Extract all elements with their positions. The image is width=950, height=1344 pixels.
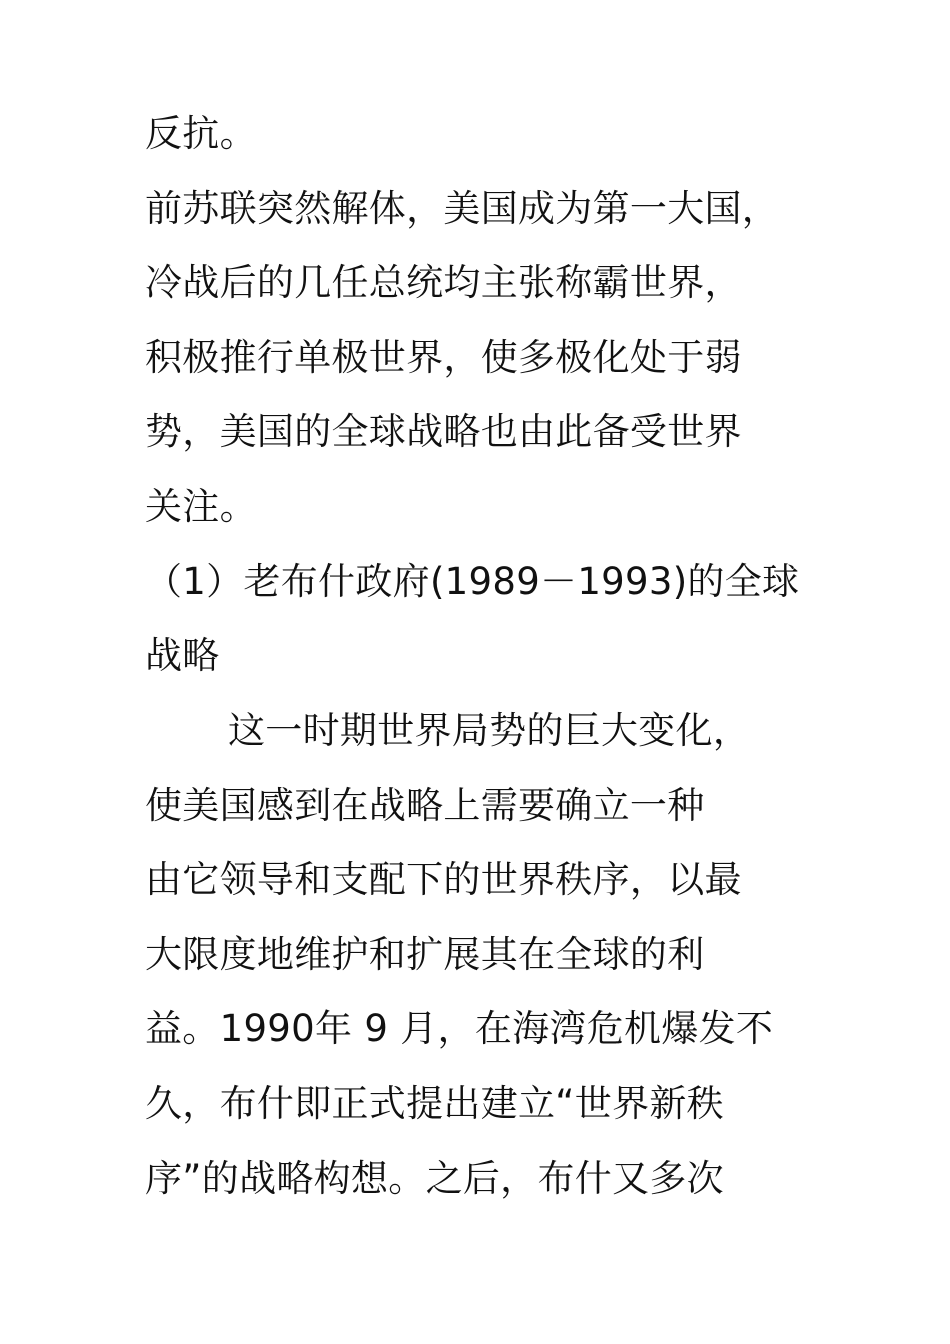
section-heading-continuation: 战略 (145, 634, 220, 677)
text-line: 反抗。 (145, 112, 257, 155)
text-line: 序”的战略构想。之后，布什又多次 (145, 1157, 724, 1200)
text-line: 关注。 (145, 485, 257, 528)
text-line: 积极推行单极世界，使多极化处于弱 (145, 336, 742, 379)
text-line: 前苏联突然解体，美国成为第一大国， (145, 187, 780, 230)
text-line: 大限度地维护和扩展其在全球的利 (145, 933, 705, 976)
section-heading: （1）老布什政府(1989－1993)的全球 (145, 560, 800, 603)
paragraph-first-line: 这一时期世界局势的巨大变化， (228, 709, 751, 752)
text-line: 由它领导和支配下的世界秩序，以最 (145, 858, 742, 901)
text-line: 益。1990年 9 月，在海湾危机爆发不 (145, 1007, 774, 1050)
text-line: 势，美国的全球战略也由此备受世界 (145, 410, 742, 453)
text-line: 久，布什即正式提出建立“世界新秩 (145, 1082, 724, 1125)
text-line: 使美国感到在战略上需要确立一种 (145, 784, 705, 827)
text-line: 冷战后的几任总统均主张称霸世界， (145, 261, 742, 304)
